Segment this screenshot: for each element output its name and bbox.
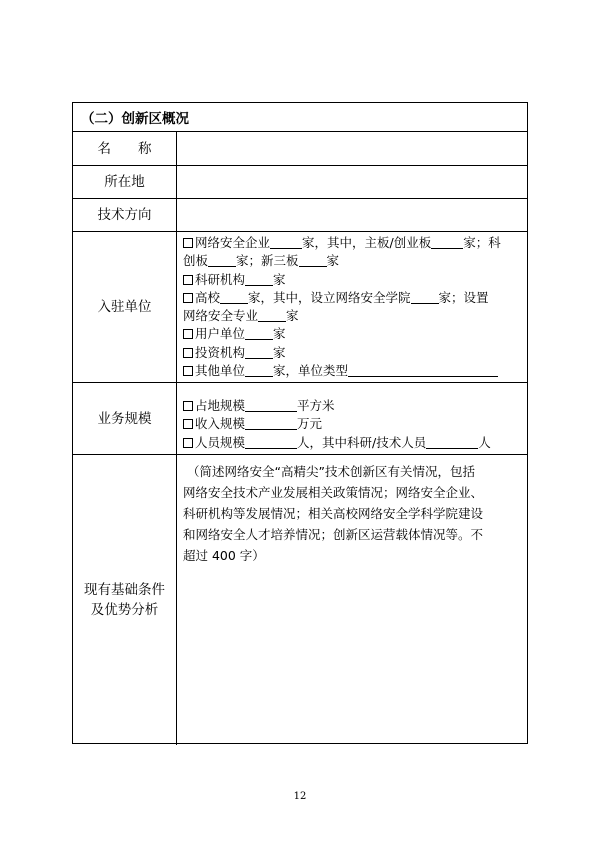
checkbox[interactable]	[183, 329, 193, 339]
conditions-text-area[interactable]	[177, 455, 527, 745]
checkbox[interactable]	[183, 401, 193, 411]
checkbox[interactable]	[183, 366, 193, 376]
checkbox[interactable]	[183, 438, 193, 448]
blank-field[interactable]	[245, 327, 273, 340]
innovation-zone-form	[72, 102, 528, 744]
checkbox[interactable]	[183, 275, 193, 285]
section-title: （二）创新区概况	[81, 111, 189, 127]
tenants-row	[73, 231, 527, 382]
checkbox[interactable]	[183, 419, 193, 429]
revenue-scale-option: 收入规模 万元	[183, 415, 521, 433]
location-row	[73, 165, 527, 198]
tenant-option-research: 科研机构 家	[183, 271, 521, 289]
area-scale-option: 占地规模 平方米	[183, 397, 521, 415]
unit-type-field[interactable]	[348, 364, 498, 377]
blank-field[interactable]	[245, 346, 273, 359]
business-scale-label: 业务规模	[73, 383, 177, 454]
staff-scale-option: 人员规模 人，其中科研/技术人员 人	[183, 434, 521, 452]
blank-field[interactable]	[208, 254, 236, 267]
blank-field[interactable]	[411, 291, 439, 304]
tenant-option-universities: 高校 家，其中，设立网络安全学院 家；设置	[183, 289, 521, 307]
blank-field[interactable]	[245, 436, 297, 449]
name-field[interactable]	[177, 132, 527, 165]
blank-field[interactable]	[245, 399, 297, 412]
blank-field[interactable]	[245, 364, 273, 377]
blank-field[interactable]	[431, 236, 463, 249]
tenants-label: 入驻单位	[73, 232, 177, 382]
tenants-cell	[177, 232, 527, 382]
business-scale-row	[73, 382, 527, 454]
blank-field[interactable]	[258, 309, 286, 322]
conditions-row	[73, 454, 527, 745]
section-header-row	[73, 103, 527, 131]
tenant-option-security-major: 网络安全专业 家	[183, 308, 299, 324]
checkbox[interactable]	[183, 238, 193, 248]
blank-field[interactable]	[426, 436, 478, 449]
tech-direction-label: 技术方向	[73, 199, 177, 231]
blank-field[interactable]	[245, 273, 273, 286]
tenant-option-security-companies: 网络安全企业 家，其中，主板/创业板 家；科	[183, 234, 521, 252]
tenant-option-star-market: 创板 家；新三板 家	[183, 253, 340, 269]
tenant-option-investors: 投资机构 家	[183, 344, 521, 362]
business-scale-cell	[177, 383, 527, 454]
page-number: 12	[293, 791, 307, 802]
blank-field[interactable]	[245, 417, 297, 430]
blank-field[interactable]	[299, 254, 327, 267]
tech-direction-field[interactable]	[177, 199, 527, 231]
tech-direction-row	[73, 198, 527, 231]
tenant-option-others: 其他单位 家，单位类型	[183, 362, 521, 380]
name-row	[73, 131, 527, 165]
tenant-option-users: 用户单位 家	[183, 325, 521, 343]
checkbox[interactable]	[183, 293, 193, 303]
location-label: 所在地	[73, 166, 177, 198]
conditions-label: 现有基础条件 及优势分析	[73, 455, 177, 745]
checkbox[interactable]	[183, 348, 193, 358]
name-label: 名 称	[73, 132, 177, 165]
conditions-instructions: （简述网络安全“高精尖”技术创新区有关情况，包括 网络安全技术产业发展相关政策情况；网络安全企业、 科研机构等发展情况；相关高校网络安全学科学院建设 和网络安全人才培养情况；创新区运营载体情况等。不 超过 400 字）	[183, 464, 484, 563]
location-field[interactable]	[177, 166, 527, 198]
blank-field[interactable]	[220, 291, 248, 304]
blank-field[interactable]	[270, 236, 302, 249]
